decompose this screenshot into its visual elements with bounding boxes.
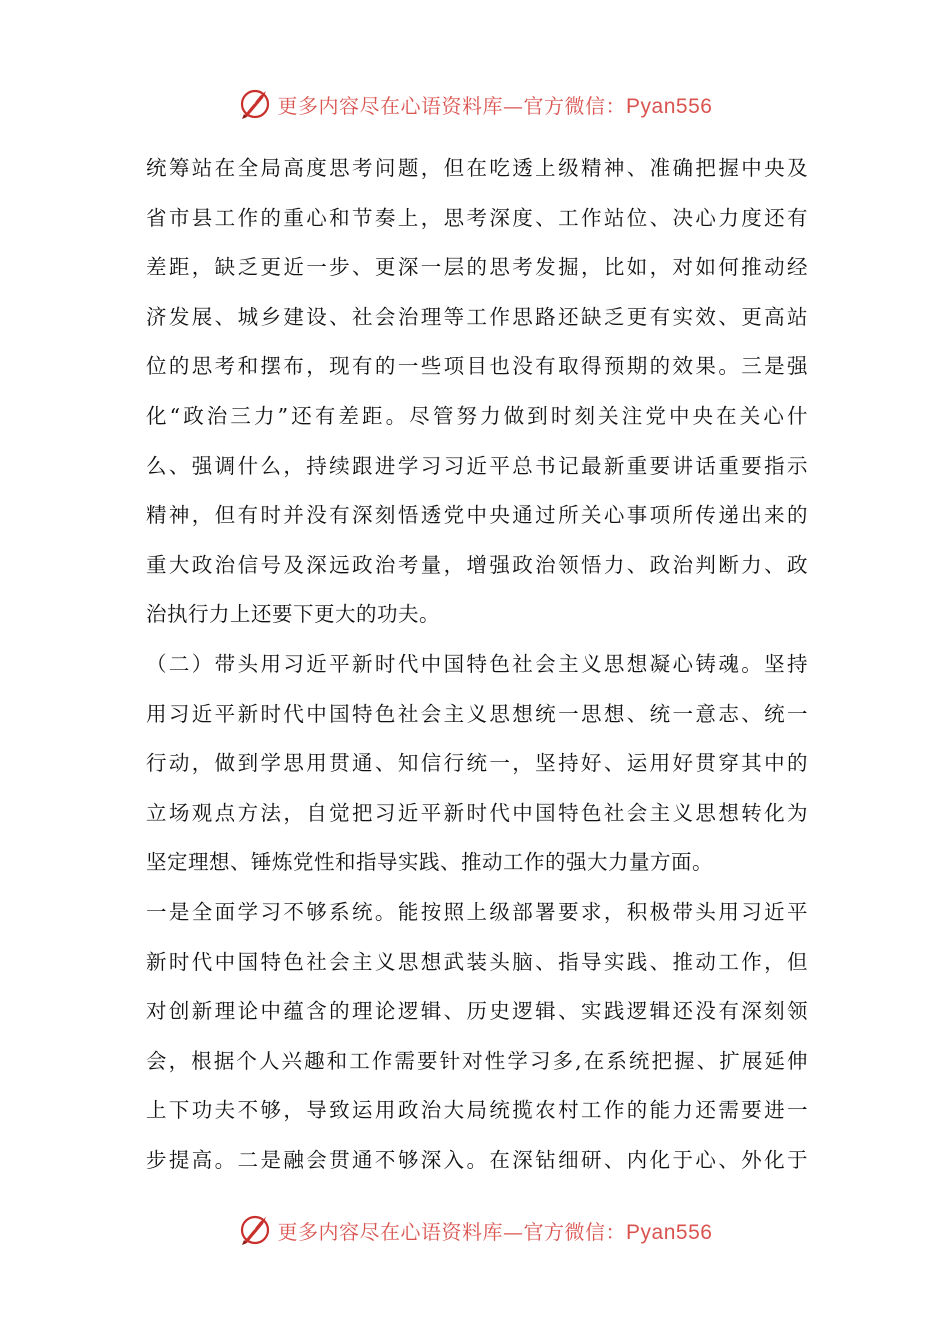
text-line: 行动，做到学思用贯通、知信行统一，坚持好、运用好贯穿其中的 [146,751,808,776]
footer-watermark [0,1210,950,1250]
text-line: 新时代中国特色社会主义思想武装头脑、指导实践、推动工作，但 [146,949,808,974]
text-line: 对创新理论中蕴含的理论逻辑、历史逻辑、实践逻辑还没有深刻领 [146,999,808,1024]
quill-pen-logo-icon [238,87,272,121]
text-line: 精神，但有时并没有深刻悟透党中央通过所关心事项所传递出来的 [146,503,808,528]
watermark-text: 更多内容尽在心语资料库—官方微信：Pyan556 [277,93,713,118]
text-line: 省市县工作的重心和节奏上，思考深度、工作站位、决心力度还有 [146,205,808,230]
text-line: 立场观点方法，自觉把习近平新时代中国特色社会主义思想转化为 [146,800,808,825]
watermark-wechat-id: Pyan556 [626,1220,713,1244]
text-line: 治执行力上还要下更大的功夫。 [146,602,440,627]
text-line: 一是全面学习不够系统。能按照上级部署要求，积极带头用习近平 [146,899,808,924]
quill-pen-logo-icon [238,1213,272,1247]
text-line: 坚定理想、锤炼党性和指导实践、推动工作的强大力量方面。 [146,850,713,875]
watermark-text: 更多内容尽在心语资料库—官方微信：Pyan556 [277,1219,713,1244]
text-line: 位的思考和摆布，现有的一些项目也没有取得预期的效果。三是强 [146,354,808,379]
document-body [146,148,808,1189]
text-line: 么、强调什么，持续跟进学习习近平总书记最新重要讲话重要指示 [146,453,808,478]
text-line: 济发展、城乡建设、社会治理等工作思路还缺乏更有实效、更高站 [146,304,808,329]
text-line: 化“政治三力”还有差距。尽管努力做到时刻关注党中央在关心什 [146,403,808,428]
text-line: 统筹站在全局高度思考问题，但在吃透上级精神、准确把握中央及 [146,156,808,180]
text-line: 用习近平新时代中国特色社会主义思想统一思想、统一意志、统一 [146,701,808,726]
text-line: 差距，缺乏更近一步、更深一层的思考发掘，比如，对如何推动经 [146,255,808,280]
text-line: 步提高。二是融会贯通不够深入。在深钻细研、内化于心、外化于 [146,1147,808,1172]
watermark-wechat-id: Pyan556 [626,94,713,118]
text-line: 上下功夫不够，导致运用政治大局统揽农村工作的能力还需要进一 [146,1098,808,1123]
text-line: 重大政治信号及深远政治考量，增强政治领悟力、政治判断力、政 [146,552,808,577]
section-heading-line: （二）带头用习近平新时代中国特色社会主义思想凝心铸魂。坚持 [146,651,808,676]
header-watermark [0,84,950,124]
text-line: 会，根据个人兴趣和工作需要针对性学习多,在系统把握、扩展延伸 [146,1048,808,1073]
